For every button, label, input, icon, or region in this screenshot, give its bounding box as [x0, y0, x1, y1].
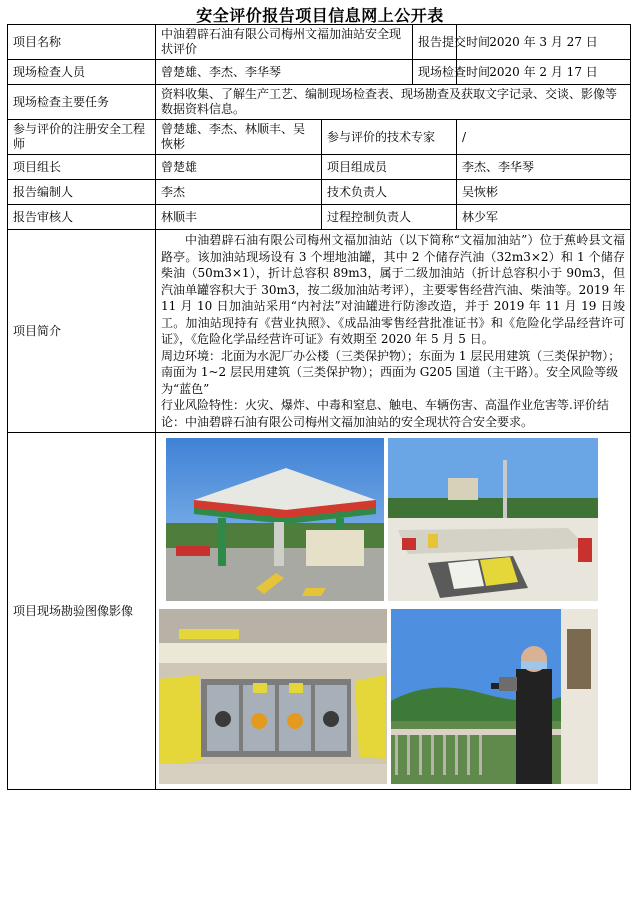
inspector-photo [391, 609, 598, 784]
tech-value: 吴恢彬 [457, 180, 631, 205]
members-value: 李杰、李华琴 [457, 155, 631, 180]
reviewer-label: 报告审核人 [8, 205, 156, 230]
intro-label: 项目简介 [8, 230, 156, 433]
row-leader [8, 155, 631, 180]
doc-title: 安全评价报告项目信息网上公开表 [196, 6, 444, 25]
intro-paragraph-2: 周边环境：北面为水泥厂办公楼（三类保护物）；东面为 1 层民用建筑（三类保护物）；南面为 1~2 层民用建筑（三类保护物）；西面为 G205 国道（主干路）。安全风险等级为“蓝色” [161, 348, 621, 396]
inspection-time-label: 现场检查时间 [413, 60, 457, 85]
inspectors-label: 现场检查人员 [8, 60, 156, 85]
tank-wells-photo [159, 609, 387, 784]
process-value: 林少军 [457, 205, 631, 230]
row-reviewer [8, 205, 631, 230]
tasks-value: 资料收集、了解生产工艺、编制现场检查表、现场勘查及获取文字记录、交谈、影像等数据资料信息。 [156, 85, 631, 120]
tasks-label: 现场检查主要任务 [8, 85, 156, 120]
row-photos [8, 433, 631, 790]
intro-body [156, 230, 631, 433]
leader-label: 项目组长 [8, 155, 156, 180]
inspection-time-value: 2020 年 2 月 17 日 [457, 60, 631, 85]
project-name-label: 项目名称 [8, 25, 156, 60]
author-label: 报告编制人 [8, 180, 156, 205]
photo-grid [156, 435, 630, 788]
tech-label: 技术负责人 [322, 180, 457, 205]
members-label: 项目组成员 [322, 155, 457, 180]
author-value: 李杰 [156, 180, 322, 205]
inspector-on-balcony-icon [391, 609, 598, 784]
row-project-name [8, 25, 631, 60]
inspectors-value: 曾楚雄、李杰、李华琴 [156, 60, 413, 85]
row-tasks [8, 85, 631, 120]
station-canopy-photo [166, 438, 384, 601]
photos-label: 项目现场勘验图像影像 [8, 433, 156, 790]
reviewer-value: 林顺丰 [156, 205, 322, 230]
submit-time-value: 2020 年 3 月 27 日 [457, 25, 631, 60]
row-intro [8, 230, 631, 433]
intro-paragraph-1: 中油碧辟石油有限公司梅州文福加油站（以下简称“文福加油站”）位于蕉岭县文福路亭。该加油站现场设有 3 个埋地油罐，其中 2 个储存汽油（32m3×2）和 1 个储存柴油（50m3×1），折计总容积 89m3，属于二级加油站（折计总容积小于 90m3，但汽油单罐容积大于 30m3，按二级加油站考评），主要零售经营汽油、柴油等。2019 年 11 月 10 日加油站采用“内衬法”对油罐进行防渗改造，并于 2019 年 11 月 19 日竣工。加油站现持有《营业执照》、《成品油零售经营批准证书》和《危险化学品经营许可证》，《危险化学品经营许可证》有效期至 2020 年 5 月 5 日。 [161, 233, 626, 346]
intro-paragraph-3: 行业风险特性：火灾、爆炸、中毒和窒息、触电、车辆伤害、高温作业危害等.评价结论：中油碧辟石油有限公司梅州文福加油站的安全现状符合安全要求。 [161, 398, 609, 429]
underground-tank-lids-icon [388, 438, 598, 601]
project-name-value: 中油碧辟石油有限公司梅州文福加油站安全现状评价 [156, 25, 413, 60]
row-engineers [8, 120, 631, 155]
experts-value: / [457, 120, 631, 155]
leader-value: 曾楚雄 [156, 155, 322, 180]
gas-station-canopy-icon [166, 438, 384, 601]
process-label: 过程控制负责人 [322, 205, 457, 230]
tank-inspection-wells-icon [159, 609, 387, 784]
row-inspectors [8, 60, 631, 85]
row-author [8, 180, 631, 205]
experts-label: 参与评价的技术专家 [322, 120, 457, 155]
project-info-table [7, 24, 631, 790]
tank-area-photo [388, 438, 598, 601]
engineers-value: 曾楚雄、李杰、林顺丰、吴恢彬 [156, 120, 322, 155]
engineers-label: 参与评价的注册安全工程师 [8, 120, 156, 155]
submit-time-label: 报告提交时间 [413, 25, 457, 60]
